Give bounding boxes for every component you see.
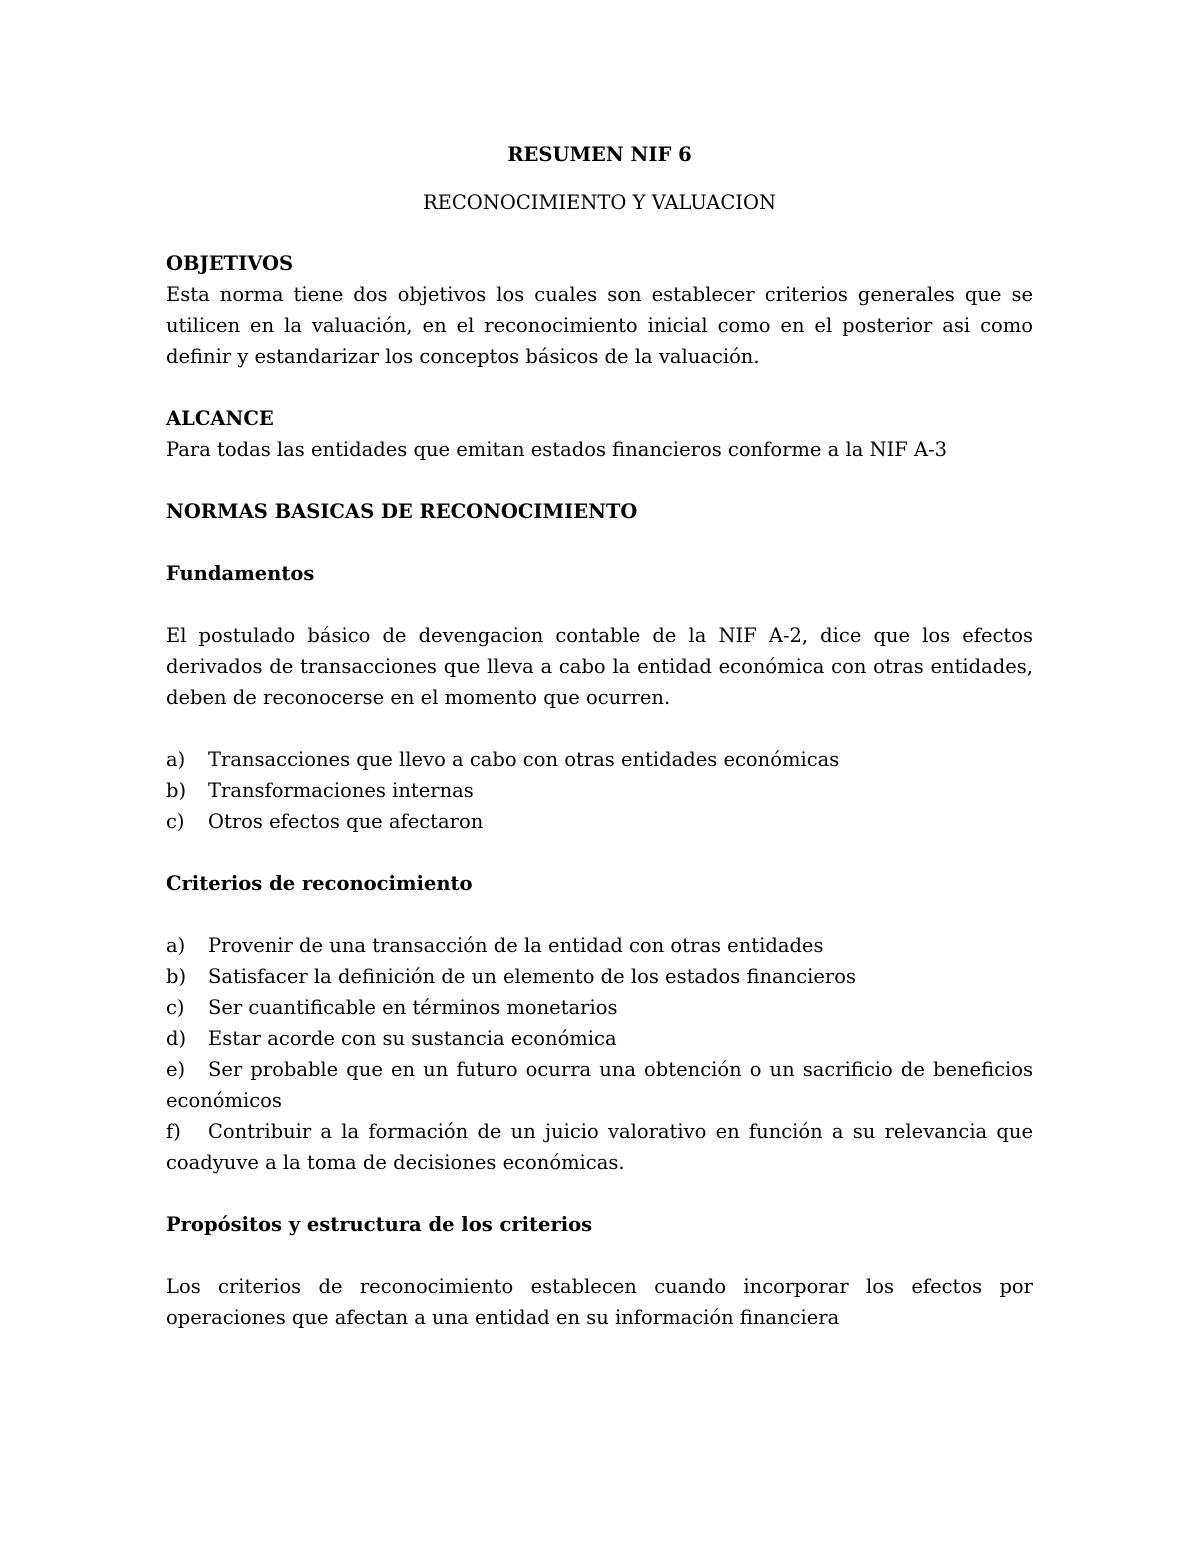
spacer [166, 1178, 1033, 1209]
list-item [166, 961, 1033, 992]
objetivos-heading: OBJETIVOS [166, 252, 294, 275]
list-item-text: Ser probable que en un futuro ocurra una obtención o un sacrificio de beneficios económicos [166, 1058, 1033, 1112]
document-subtitle: RECONOCIMIENTO Y VALUACION [422, 191, 777, 214]
list-marker: b) [166, 965, 187, 988]
spacer [166, 713, 1033, 744]
list-item-text: Ser cuantificable en términos monetarios [208, 996, 618, 1019]
list-item-text: Satisfacer la definición de un elemento de los estados financieros [208, 965, 857, 988]
list-item-text: Contribuir a la formación de un juicio valorativo en función a su relevancia que coadyuve a la toma de decisiones económicas. [166, 1120, 1033, 1174]
spacer [166, 527, 1033, 558]
list-item [166, 992, 1033, 1023]
list-item [166, 1023, 1033, 1054]
list-marker: b) [166, 779, 187, 802]
list-marker: e) [166, 1058, 186, 1081]
objetivos-body: Esta norma tiene dos objetivos los cuales son establecer criterios generales que se utilicen en la valuación, en el reconocimiento inicial como en el posterior asi como definir y estandarizar los conceptos básicos de la valuación. [166, 283, 1033, 368]
spacer [166, 837, 1033, 868]
list-item [166, 744, 1033, 775]
document-title: RESUMEN NIF 6 [507, 143, 692, 166]
spacer [166, 372, 1033, 403]
list-item [166, 930, 1033, 961]
spacer [166, 899, 1033, 930]
list-marker: c) [166, 996, 185, 1019]
list-item-text: Estar acorde con su sustancia económica [208, 1027, 617, 1050]
list-marker: a) [166, 934, 186, 957]
list-item [166, 1116, 1033, 1178]
list-item-text: Transformaciones internas [208, 779, 474, 802]
propositos-heading: Propósitos y estructura de los criterios [166, 1213, 593, 1236]
list-item-text: Otros efectos que afectaron [208, 810, 484, 833]
list-marker: c) [166, 810, 185, 833]
spacer [166, 465, 1033, 496]
list-item-text: Transacciones que llevo a cabo con otras entidades económicas [208, 748, 840, 771]
document-body [166, 139, 1033, 1333]
list-marker: a) [166, 748, 186, 771]
list-item [166, 806, 1033, 837]
list-marker: d) [166, 1027, 187, 1050]
spacer [166, 1240, 1033, 1271]
fundamentos-body: El postulado básico de devengacion contable de la NIF A-2, dice que los efectos derivados de transacciones que lleva a cabo la entidad económica con otras entidades, deben de reconocerse en el momento que ocurren. [166, 624, 1033, 709]
normas-heading: NORMAS BASICAS DE RECONOCIMIENTO [166, 500, 638, 523]
list-item-text: Provenir de una transacción de la entidad con otras entidades [208, 934, 824, 957]
fundamentos-heading: Fundamentos [166, 562, 315, 585]
propositos-body: Los criterios de reconocimiento establecen cuando incorporar los efectos por operaciones que afectan a una entidad en su información financiera [166, 1275, 1033, 1329]
alcance-heading: ALCANCE [166, 407, 274, 430]
criterios-heading: Criterios de reconocimiento [166, 872, 473, 895]
list-item [166, 1054, 1033, 1116]
spacer [166, 589, 1033, 620]
list-item [166, 775, 1033, 806]
fundamentos-list [166, 744, 1033, 837]
alcance-body: Para todas las entidades que emitan estados financieros conforme a la NIF A-3 [166, 438, 948, 461]
list-marker: f) [166, 1120, 181, 1143]
criterios-list [166, 930, 1033, 1178]
